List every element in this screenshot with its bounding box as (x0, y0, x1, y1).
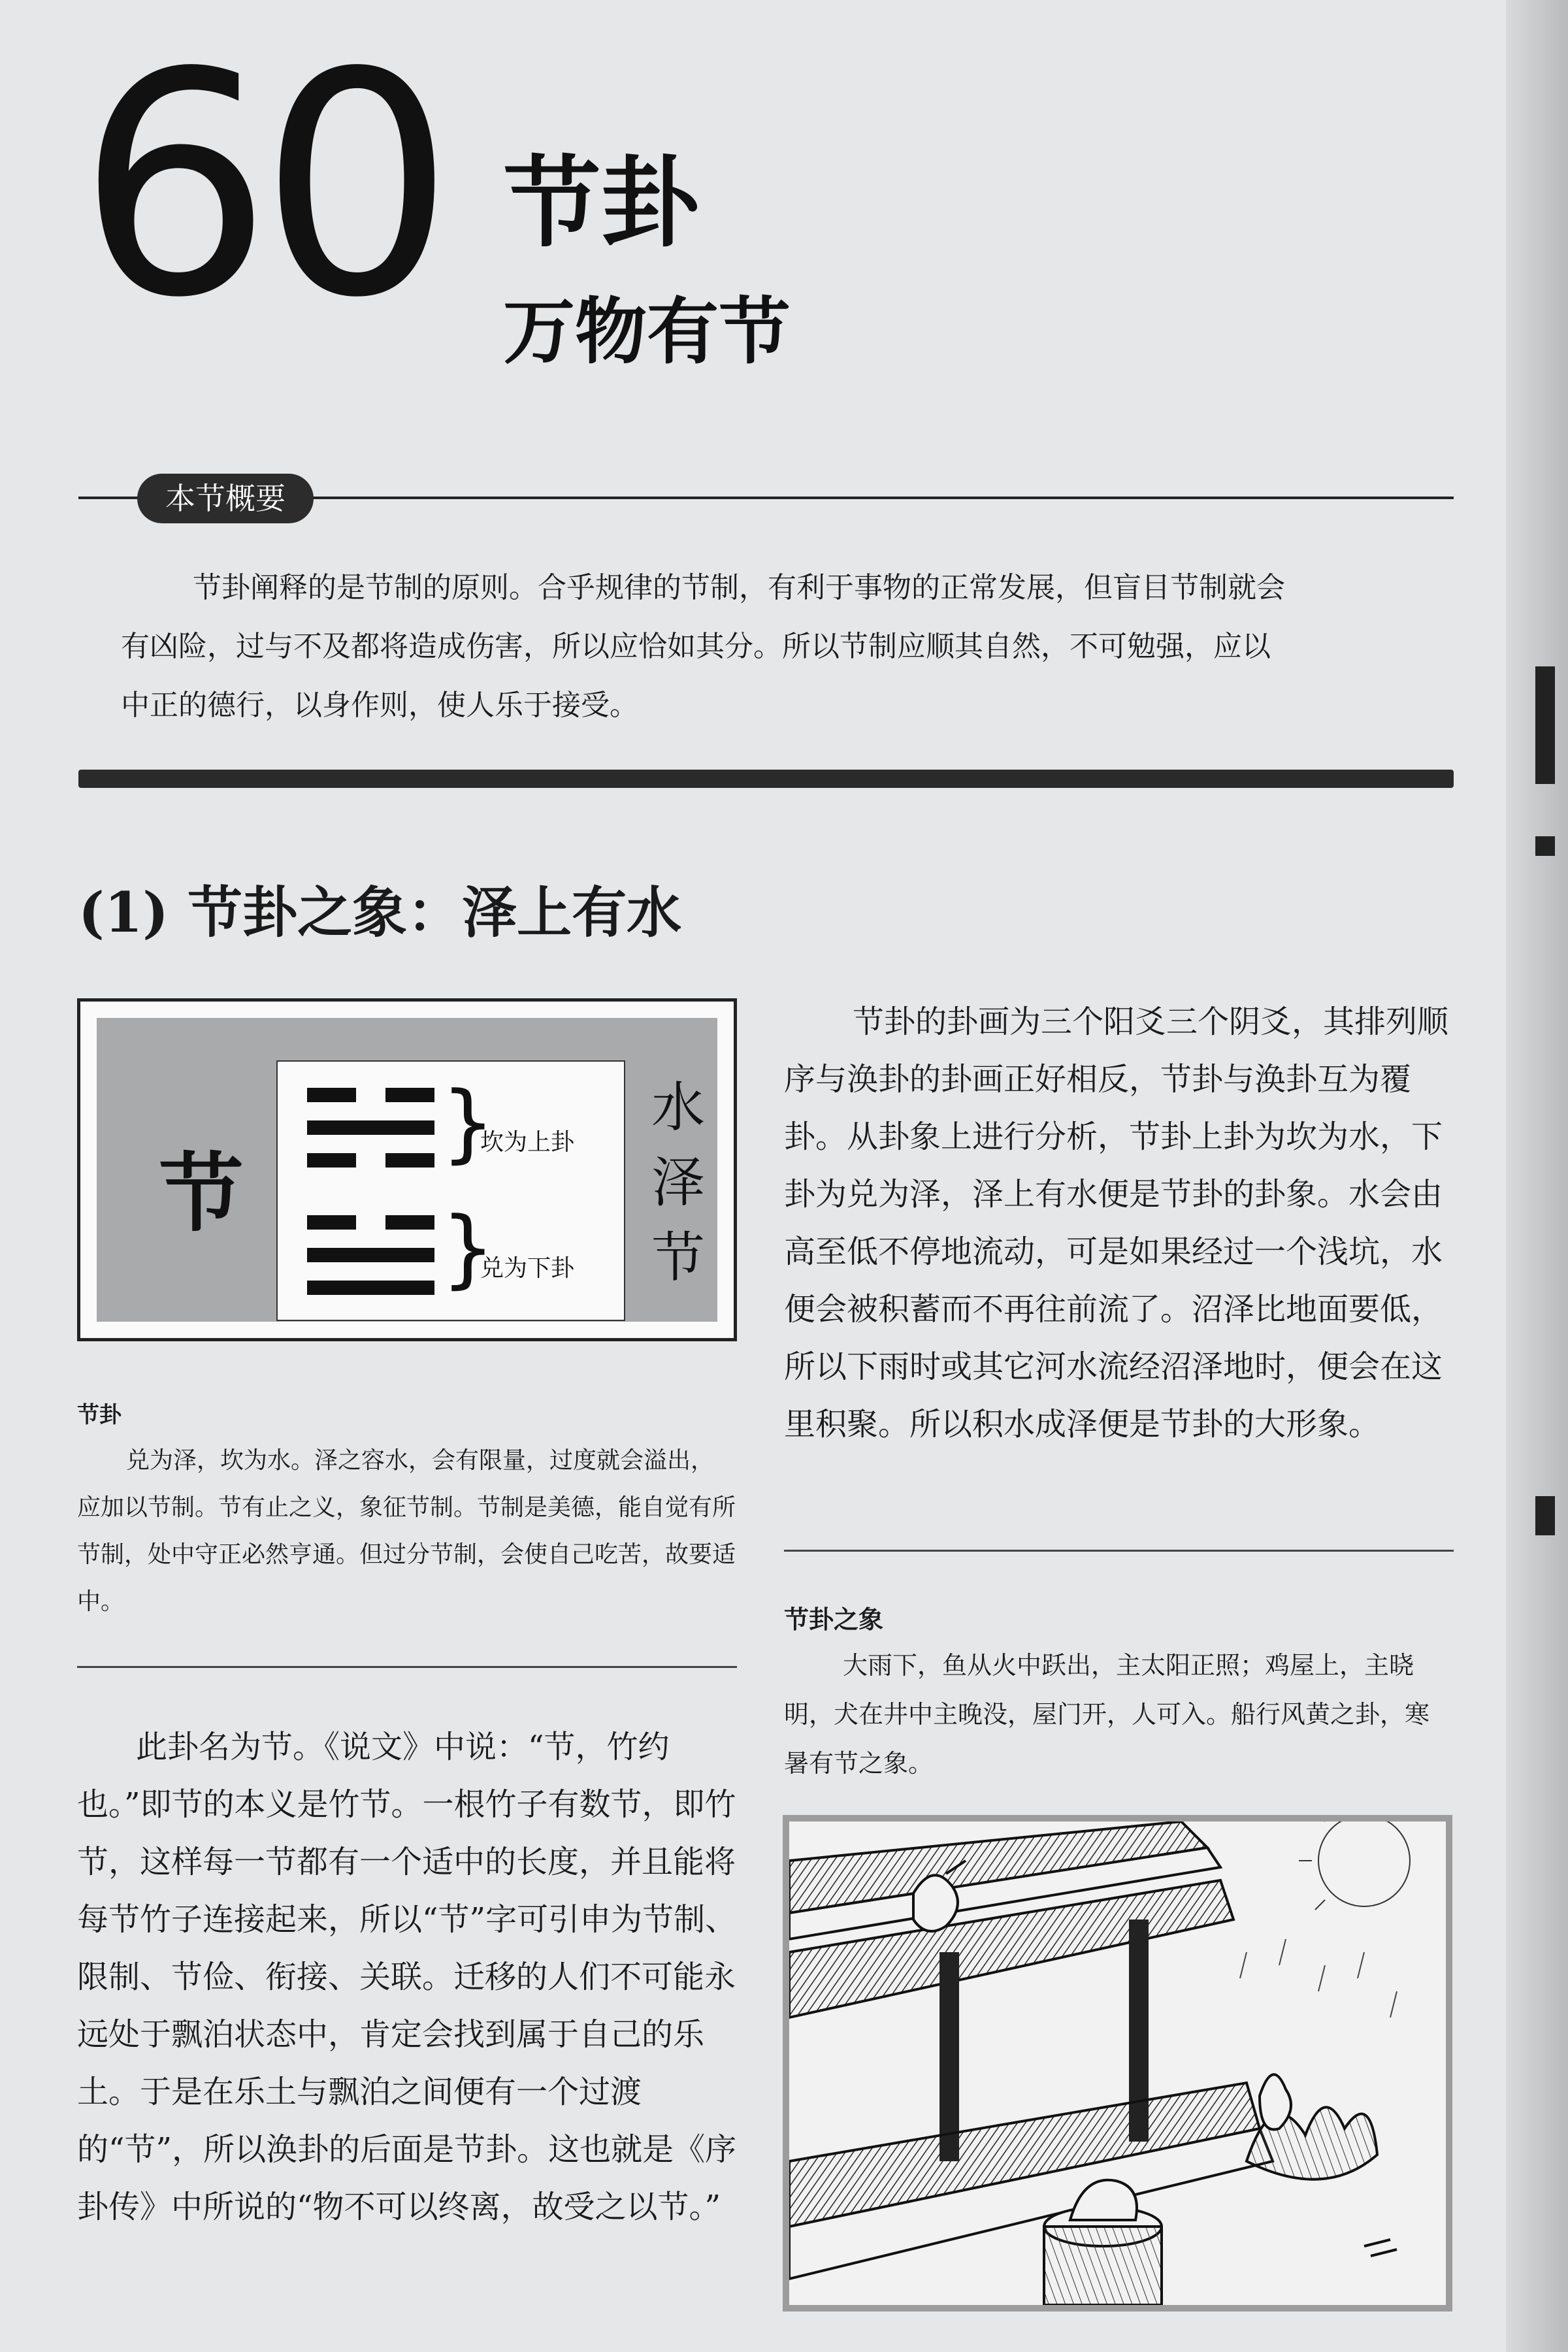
woodcut-illustration (783, 1815, 1452, 2311)
yin-line-segment (385, 1088, 434, 1102)
chapter-number: 60 (77, 7, 442, 365)
yin-line-segment (385, 1153, 434, 1168)
overview-text (121, 559, 1454, 735)
page-edge-bleed (1506, 0, 1568, 2352)
figure-caption-title: 节卦 (77, 1402, 122, 1428)
column-rule (784, 1550, 1454, 1552)
upper-trigram-label: 坎为上卦 (480, 1129, 575, 1156)
yin-line-segment (307, 1088, 356, 1102)
section-divider-bar (78, 770, 1454, 788)
hexagram-full-name (645, 1070, 711, 1296)
overview-line: 有凶险，过与不及都将造成伤害，所以应恰如其分。所以节制应顺其自然，不可勉强，应以 (121, 630, 1271, 663)
lower-trigram-label: 兑为下卦 (480, 1255, 575, 1282)
hexagram-char: 泽 (651, 1152, 705, 1214)
edge-tab-mark (1535, 666, 1555, 784)
hexagram-figure (77, 998, 737, 1341)
edge-tab-mark (1535, 836, 1555, 856)
image-caption-title: 节卦之象 (784, 1605, 884, 1634)
image-caption-text: 大雨下，鱼从火中跃出，主太阳正照；鸡屋上，主晓明，犬在井中主晚没，屋门开，人可入。船行风黄之卦，寒暑有节之象。 (784, 1651, 1430, 1778)
yang-line (307, 1120, 434, 1135)
hexagram-char: 水 (651, 1077, 705, 1139)
right-column-body (784, 993, 1454, 1453)
upper-brace: } (441, 1073, 495, 1172)
edge-tab-mark (1535, 1496, 1555, 1535)
chapter-title: 节卦 (503, 147, 700, 261)
chapter-subtitle: 万物有节 (503, 289, 791, 374)
left-column-body (77, 1718, 737, 2236)
paragraph: 此卦名为节。《说文》中说：“节，竹约也。”即节的本义是竹节。一根竹子有数节，即竹节，这样每一节都有一个适中的长度，并且能将每节竹子连接起来，所以“节”字可引申为节制、限制、节俭、衔接、关联。迁移的人们不可能永远处于飘泊状态中，肯定会找到属于自己的乐土。于是在乐土与飘泊之间便有一个过渡的“节”，所以涣卦的后面是节卦。这也就是《序卦传》中所说的“物不可以终离，故受之以节。” (77, 1729, 737, 2225)
paragraph: 节卦的卦画为三个阳爻三个阴爻，其排列顺序与涣卦的卦画正好相反，节卦与涣卦互为覆卦。从卦象上进行分析，节卦上卦为坎为水，下卦为兑为泽，泽上有水便是节卦的卦象。水会由高至低不停地流动，可是如果经过一个浅坑，水便会被积蓄而不再往前流了。沼泽比地面要低，所以下雨时或其它河水流经沼泽地时，便会在这里积聚。所以积水成泽便是节卦的大形象。 (784, 1004, 1449, 1443)
yin-line-segment (385, 1215, 434, 1230)
image-caption (784, 1641, 1454, 1788)
section-heading: (1) 节卦之象：泽上有水 (78, 880, 682, 945)
column-rule (77, 1666, 737, 1668)
hexagram-diagram (276, 1060, 625, 1321)
yang-line (307, 1248, 434, 1262)
yang-line (307, 1281, 434, 1295)
overview-badge: 本节概要 (137, 474, 314, 523)
figure-caption-text: 兑为泽，坎为水。泽之容水，会有限量，过度就会溢出，应加以节制。节有止之义，象征节制。节制是美德，能自觉有所节制，处中守正必然亨通。但过分节制，会使自己吃苦，故要适中。 (77, 1447, 736, 1615)
overview-line: 中正的德行，以身作则，使人乐于接受。 (121, 689, 638, 722)
lower-brace: } (441, 1198, 495, 1298)
woodcut-drawing (789, 1821, 1446, 2305)
hexagram-char: 节 (651, 1227, 705, 1289)
figure-caption (77, 1437, 737, 1625)
hexagram-panel (97, 1018, 717, 1322)
hexagram-name: 节 (159, 1144, 244, 1243)
yin-line-segment (307, 1153, 356, 1168)
overview-line: 节卦阐释的是节制的原则。合乎规律的节制，有利于事物的正常发展，但盲目节制就会 (193, 571, 1285, 604)
yin-line-segment (307, 1215, 356, 1230)
